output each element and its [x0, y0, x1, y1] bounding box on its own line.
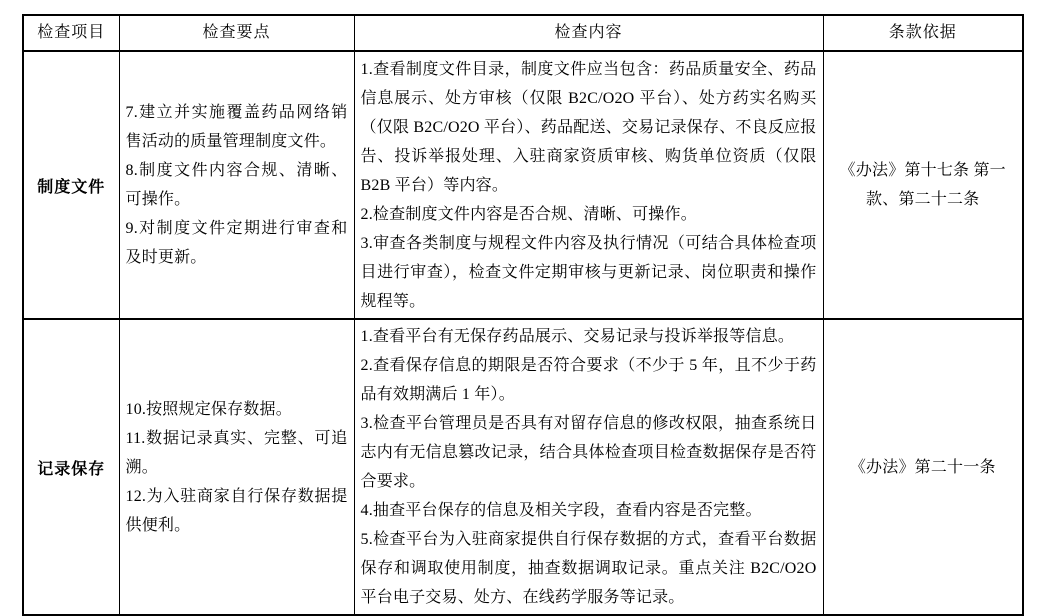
key-point: 11.数据记录真实、完整、可追溯。 [125, 429, 348, 476]
header-inspection-item: 检查项目 [23, 15, 119, 51]
header-clause-basis: 条款依据 [823, 15, 1023, 51]
key-point: 9.对制度文件定期进行审查和及时更新。 [125, 220, 348, 266]
cell-inspection-content [354, 319, 823, 615]
cell-inspection-content [354, 51, 823, 319]
key-point: 12.为入驻商家自行保存数据提供便利。 [125, 487, 348, 534]
table-header-row [23, 15, 1023, 51]
content-item: 2.查看保存信息的期限是否符合要求（不少于 5 年，且不少于药品有效期满后 1 年）。 [360, 357, 817, 403]
header-inspection-content: 检查内容 [354, 15, 823, 51]
content-item: 3.审查各类制度与规程文件内容及执行情况（可结合具体检查项目进行审查），检查文件定期审核与更新记录、岗位职责和操作规程等。 [360, 234, 817, 310]
content-item: 4.抽查平台保存的信息及相关字段，查看内容是否完整。 [360, 502, 762, 519]
key-point: 8.制度文件内容合规、清晰、可操作。 [125, 162, 348, 208]
cell-clause-basis: 《办法》第二十一条 [823, 319, 1023, 615]
table-row-record-keeping [23, 319, 1023, 615]
cell-key-points [119, 51, 354, 319]
key-point: 7.建立并实施覆盖药品网络销售活动的质量管理制度文件。 [125, 104, 348, 150]
cell-inspection-item: 制度文件 [23, 51, 119, 319]
content-item: 1.查看平台有无保存药品展示、交易记录与投诉举报等信息。 [360, 328, 795, 345]
content-item: 3.检查平台管理员是否具有对留存信息的修改权限，抽查系统日志内有无信息篡改记录，结合具体检查项目检查数据保存是否符合要求。 [360, 415, 817, 490]
content-item: 2.检查制度文件内容是否合规、清晰、可操作。 [360, 205, 697, 223]
content-item: 5.检查平台为入驻商家提供自行保存数据的方式，查看平台数据保存和调取使用制度，抽查数据调取记录。重点关注 B2C/O2O 平台电子交易、处方、在线药学服务等记录。 [360, 531, 817, 606]
inspection-checklist-table [22, 14, 1024, 616]
cell-key-points [119, 319, 354, 615]
key-point: 10.按照规定保存数据。 [125, 400, 292, 418]
cell-clause-basis: 《办法》第十七条 第一款、第二十二条 [823, 51, 1023, 319]
cell-inspection-item: 记录保存 [23, 319, 119, 615]
table-row-system-documents [23, 51, 1023, 319]
content-item: 1.查看制度文件目录，制度文件应当包含：药品质量安全、药品信息展示、处方审核（仅限 B2C/O2O 平台）、处方药实名购买（仅限 B2C/O2O 平台）、药品配送、交易记录保存、不良反应报告、投诉举报处理、入驻商家资质审核、购货单位资质（仅限 B2B 平台）等内容。 [360, 60, 817, 194]
header-inspection-key-points: 检查要点 [119, 15, 354, 51]
